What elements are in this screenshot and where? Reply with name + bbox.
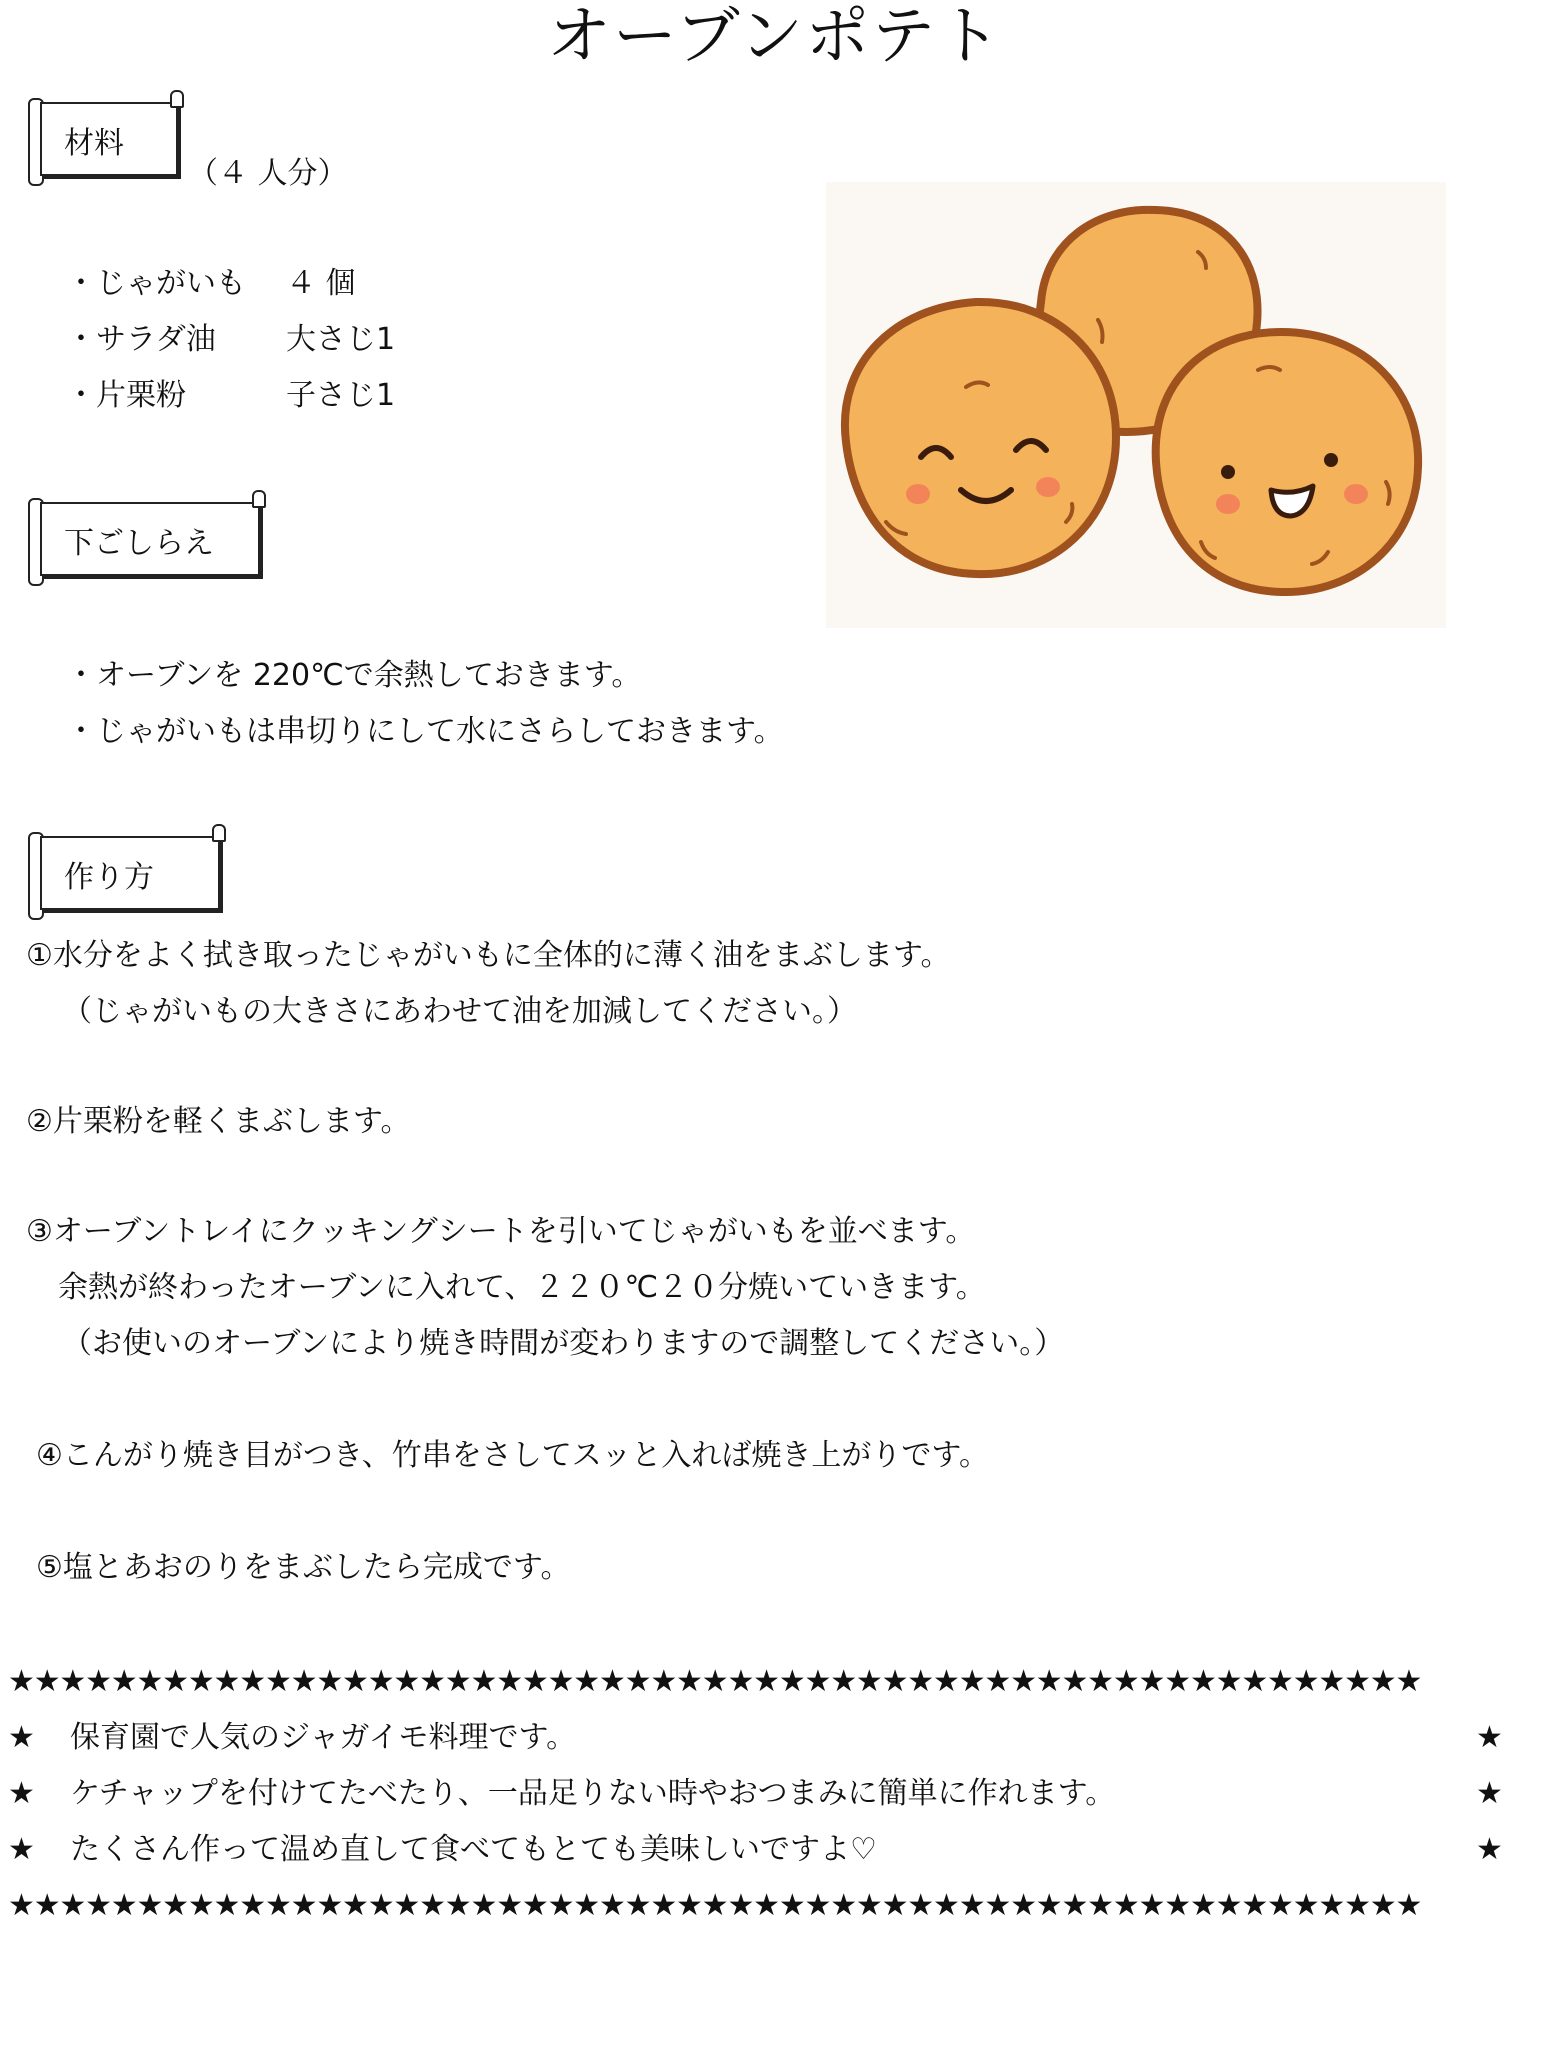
star-left: ★ xyxy=(8,1720,35,1755)
method-step-5: ⑤塩とあおのりをまぶしたら完成です。 xyxy=(36,1550,571,1585)
ingredients-header-label: 材料 xyxy=(64,126,124,161)
method-step-3: ③オーブントレイにクッキングシートを引いてじゃがいもを並べます。 xyxy=(26,1214,976,1249)
star-right: ★ xyxy=(1476,1832,1503,1867)
footer-message: ケチャップを付けてたべたり、一品足りない時やおつまみに簡単に作れます。 xyxy=(70,1776,1116,1811)
ingredient-name: ・片栗粉 xyxy=(66,378,186,413)
method-step-2: ②片栗粉を軽くまぶします。 xyxy=(26,1104,411,1139)
star-left: ★ xyxy=(8,1832,35,1867)
method-step-4: ④こんがり焼き目がつき、竹串をさしてスッと入れば焼き上がりです。 xyxy=(36,1438,989,1473)
method-step-1-note: （じゃがいもの大きさにあわせて油を加減してください。） xyxy=(62,994,857,1029)
method-header xyxy=(28,832,220,916)
ingredient-amount: ４ 個 xyxy=(286,266,356,301)
potato-illustration xyxy=(826,182,1446,628)
star-border-top: ★★★★★★★★★★★★★★★★★★★★★★★★★★★★★★★★★★★★★★★★★★★★★★★★★★★★★★★ xyxy=(8,1664,1422,1699)
star-left: ★ xyxy=(8,1776,35,1811)
prep-header-label: 下ごしらえ xyxy=(64,526,214,561)
potato-left xyxy=(845,302,1116,574)
prep-item: ・オーブンを 220℃で余熱しておきます。 xyxy=(66,658,642,693)
star-right: ★ xyxy=(1476,1776,1503,1811)
ingredient-name: ・サラダ油 xyxy=(66,322,216,357)
ingredient-amount: 子さじ1 xyxy=(286,378,396,413)
star-right: ★ xyxy=(1476,1720,1503,1755)
method-step-3-note: （お使いのオーブンにより焼き時間が変わりますので調整してください。） xyxy=(62,1326,1065,1361)
ingredient-name: ・じゃがいも xyxy=(66,266,246,301)
prep-item: ・じゃがいもは串切りにして水にさらしておきます。 xyxy=(66,714,784,749)
footer-message: 保育園で人気のジャガイモ料理です。 xyxy=(70,1720,577,1755)
ingredient-amount: 大さじ1 xyxy=(286,322,396,357)
servings-note: （４ 人分） xyxy=(188,156,348,191)
method-header-label: 作り方 xyxy=(64,860,154,895)
method-step-3-line-2: 余熱が終わったオーブンに入れて、２２０℃２０分焼いていきます。 xyxy=(58,1270,986,1305)
method-step-1: ①水分をよく拭き取ったじゃがいもに全体的に薄く油をまぶします。 xyxy=(26,938,951,973)
prep-header xyxy=(28,498,260,582)
footer-message: たくさん作って温め直して食べてもとても美味しいですよ♡ xyxy=(70,1832,877,1867)
star-border-bottom: ★★★★★★★★★★★★★★★★★★★★★★★★★★★★★★★★★★★★★★★★★★★★★★★★★★★★★★★ xyxy=(8,1888,1422,1923)
potato-right xyxy=(1156,332,1418,592)
page-title: オーブンポテト xyxy=(546,0,1004,74)
ingredients-header xyxy=(28,98,178,182)
